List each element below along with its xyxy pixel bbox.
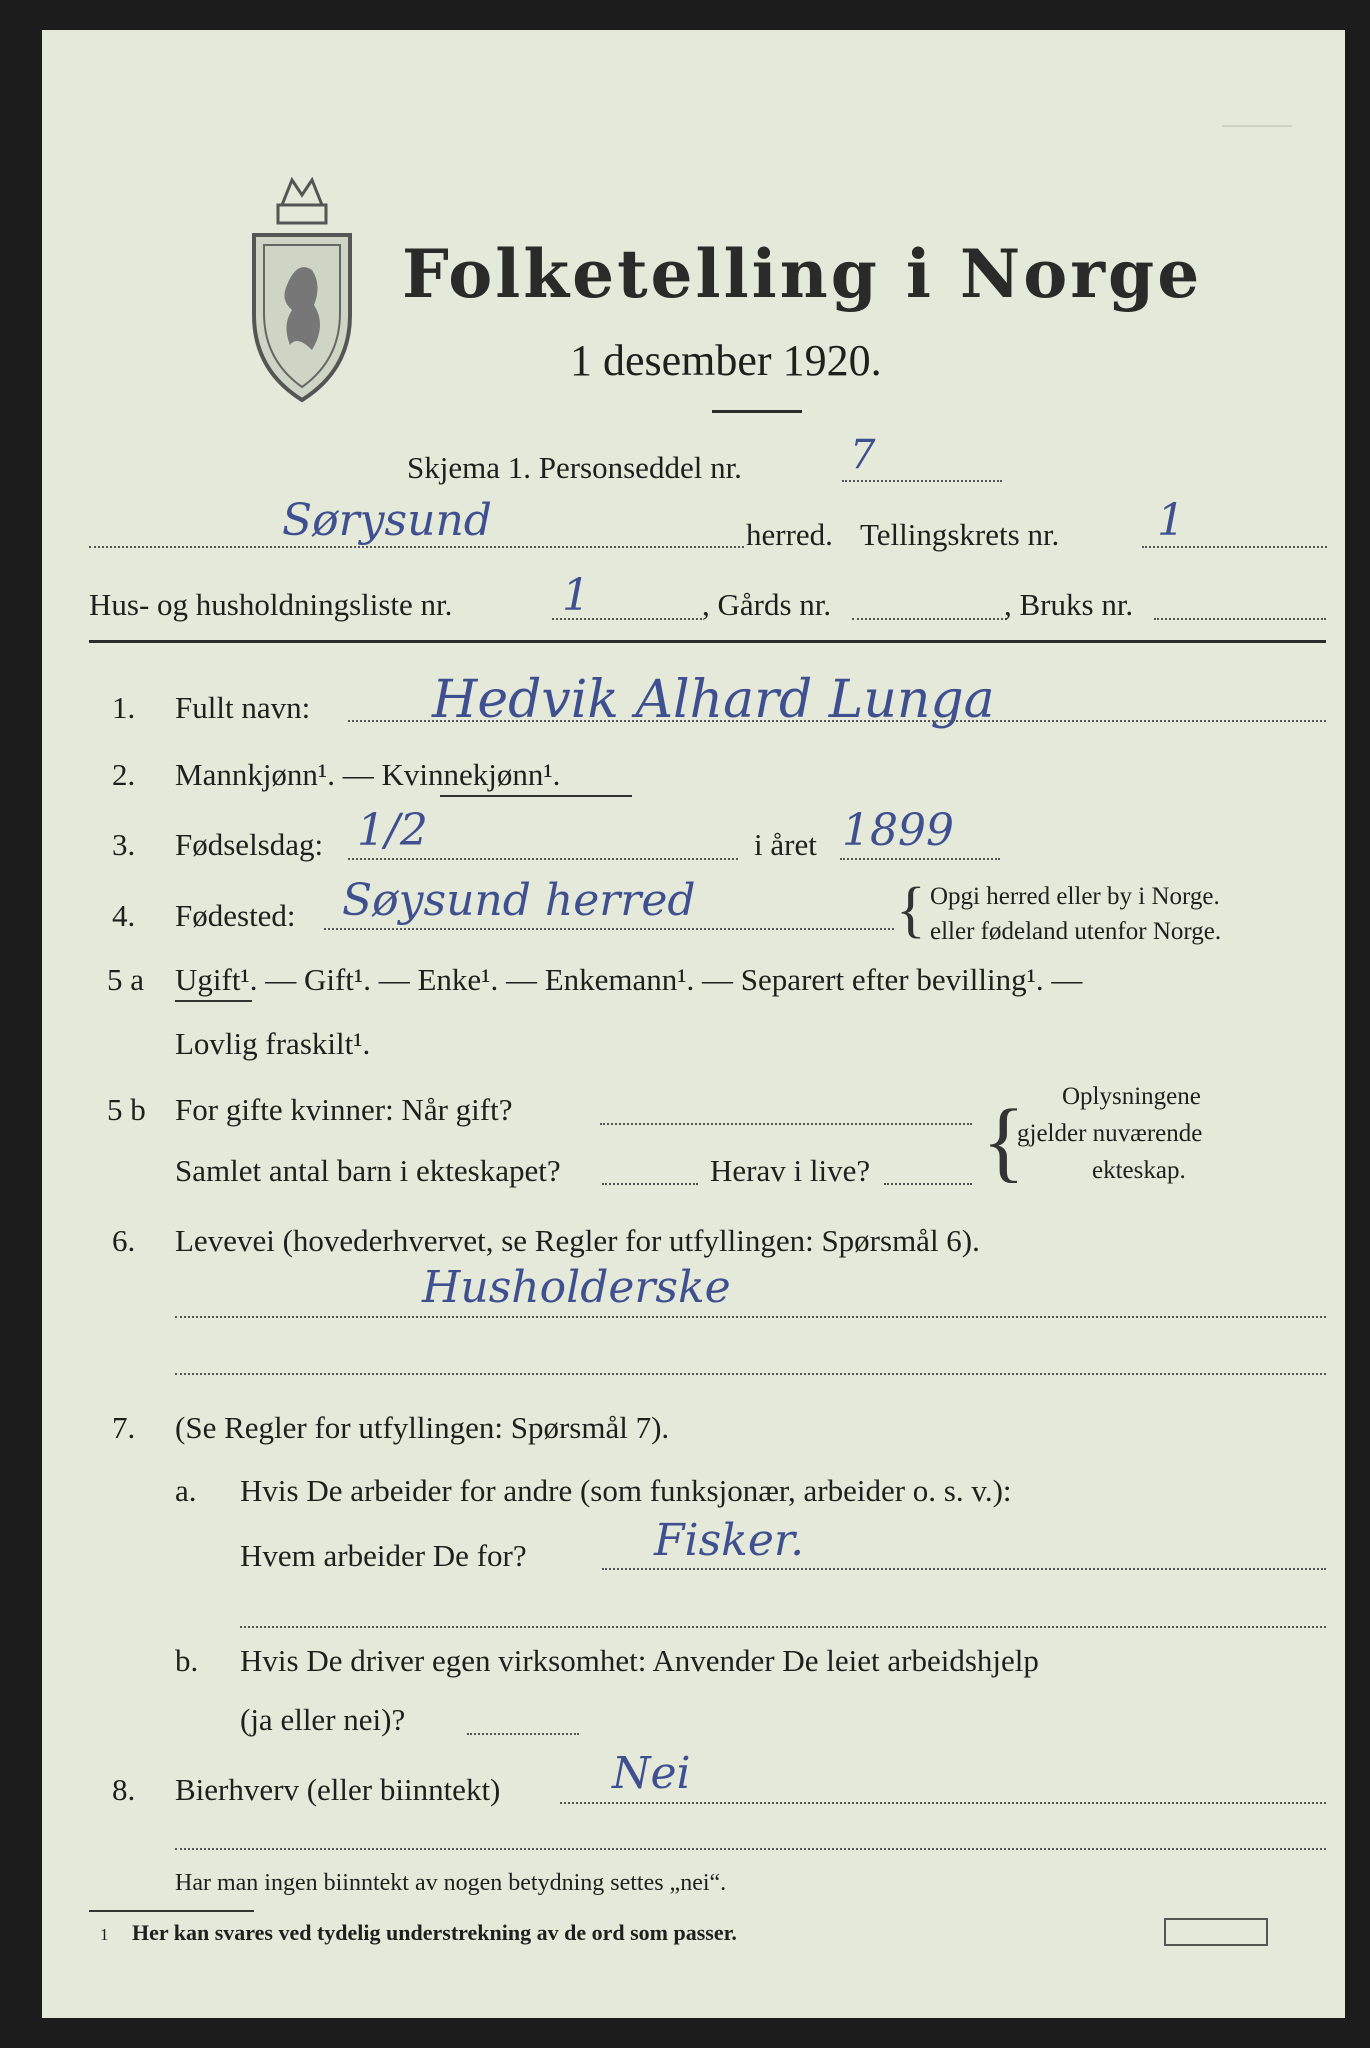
q7a-line-2: Hvem arbeider De for?	[240, 1538, 527, 1573]
q6-line-1	[175, 1316, 1326, 1318]
q3-year-label: i året	[754, 827, 817, 862]
q4-label: Fødested:	[175, 898, 296, 933]
hus-value: 1	[562, 570, 590, 621]
bruks-label: , Bruks nr.	[1004, 587, 1134, 622]
tellingskrets-line	[1142, 546, 1327, 548]
q7-label: (Se Regler for utfyllingen: Spørsmål 7).	[175, 1410, 670, 1445]
gards-line	[852, 618, 1007, 620]
q5b-line-1: For gifte kvinner: Når gift?	[175, 1092, 513, 1127]
q4-note-1: Opgi herred eller by i Norge.	[930, 883, 1220, 910]
q5b-note-3: ekteskap.	[1092, 1157, 1186, 1184]
norwegian-coat-of-arms-icon	[242, 175, 362, 405]
q7a-line-extra	[240, 1626, 1326, 1628]
schema-label: Skjema 1. Personseddel nr.	[407, 450, 742, 485]
q5b-when-line	[600, 1123, 972, 1125]
schema-nr-value: 7	[850, 432, 876, 478]
q1-label: Fullt navn:	[175, 690, 311, 725]
bruks-line	[1154, 618, 1326, 620]
q5a-number: 5 a	[107, 962, 145, 997]
q7-number: 7.	[112, 1410, 136, 1445]
q4-line	[324, 928, 894, 930]
q6-label: Levevei (hovederhvervet, se Regler for utfyllingen: Spørsmål 6).	[175, 1223, 980, 1258]
q8-line-extra	[175, 1848, 1326, 1850]
form-date: 1 desember 1920.	[570, 336, 882, 385]
footnote-mark: 1	[100, 1925, 109, 1944]
hus-label: Hus- og husholdningsliste nr.	[89, 587, 453, 622]
q1-value: Hedvik Alhard Lunga	[432, 670, 995, 730]
q5b-line-2b: Herav i live?	[710, 1153, 871, 1188]
header-divider	[89, 640, 1326, 643]
q5b-note-2: gjelder nuværende	[1017, 1120, 1203, 1147]
herred-line	[89, 546, 744, 548]
schema-nr-line	[842, 480, 1002, 482]
q3-label: Fødselsdag:	[175, 827, 324, 862]
q5b-brace: {	[982, 1092, 1026, 1191]
q6-number: 6.	[112, 1223, 136, 1258]
q6-value: Husholderske	[422, 1262, 731, 1313]
q7a-line	[602, 1568, 1326, 1570]
q3-value: 1/2	[357, 805, 428, 856]
q7b-line-1: Hvis De driver egen virksomhet: Anvender De leiet arbeidshjelp	[240, 1643, 1039, 1678]
census-form-sheet	[42, 30, 1345, 2018]
q4-value: Søysund herred	[342, 875, 696, 926]
herred-label: herred.	[746, 517, 833, 552]
q3-number: 3.	[112, 827, 136, 862]
footnote-divider	[89, 1910, 254, 1912]
q2-label: Mannkjønn¹. — Kvinnekjønn¹.	[175, 757, 561, 792]
q1-number: 1.	[112, 690, 136, 725]
q8-line	[560, 1802, 1326, 1804]
q4-brace: {	[896, 876, 926, 944]
herred-value: Sørysund	[282, 495, 492, 546]
tellingskrets-value: 1	[1157, 495, 1185, 546]
footnote-text: Her kan svares ved tydelig understrekning av de ord som passer.	[132, 1920, 737, 1945]
q5b-alive-line	[884, 1183, 972, 1185]
q6-line-2	[175, 1373, 1326, 1375]
q5a-line-1: Ugift¹. — Gift¹. — Enke¹. — Enkemann¹. — Separert efter bevilling¹. —	[175, 962, 1083, 997]
q7b-line	[467, 1733, 579, 1735]
q5b-children-line	[602, 1183, 698, 1185]
q8-label: Bierhverv (eller biinntekt)	[175, 1772, 501, 1807]
q5a-ugift-underline	[175, 1000, 252, 1002]
q4-note-2: eller fødeland utenfor Norge.	[930, 918, 1222, 945]
gards-label: , Gårds nr.	[702, 587, 832, 622]
q5b-number: 5 b	[107, 1092, 146, 1127]
q2-number: 2.	[112, 757, 136, 792]
q3-year-value: 1899	[842, 805, 954, 856]
tellingskrets-label: Tellingskrets nr.	[860, 517, 1060, 552]
q7a-line-1: Hvis De arbeider for andre (som funksjonær, arbeider o. s. v.):	[240, 1473, 1012, 1508]
q5a-line-2: Lovlig fraskilt¹.	[175, 1026, 371, 1061]
printer-stamp	[1164, 1918, 1268, 1946]
bleed-through-line	[1222, 125, 1292, 127]
q8-value: Nei	[612, 1748, 691, 1799]
q5b-line-2a: Samlet antal barn i ekteskapet?	[175, 1153, 561, 1188]
footer-note: Har man ingen biinntekt av nogen betydning settes „nei“.	[175, 1870, 727, 1896]
q8-number: 8.	[112, 1772, 136, 1807]
q7a-label: a.	[175, 1473, 197, 1508]
q3-year-line	[840, 858, 1000, 860]
q4-number: 4.	[112, 898, 136, 933]
q3-line	[348, 858, 738, 860]
title-divider	[712, 410, 802, 413]
q5b-note-1: Oplysningene	[1062, 1083, 1201, 1110]
q7b-label: b.	[175, 1643, 199, 1678]
form-title: Folketelling i Norge	[402, 235, 1203, 313]
q7b-line-2: (ja eller nei)?	[240, 1702, 406, 1737]
q2-kvinnekjonn-underline	[440, 795, 632, 797]
q7a-value: Fisker.	[654, 1515, 805, 1566]
